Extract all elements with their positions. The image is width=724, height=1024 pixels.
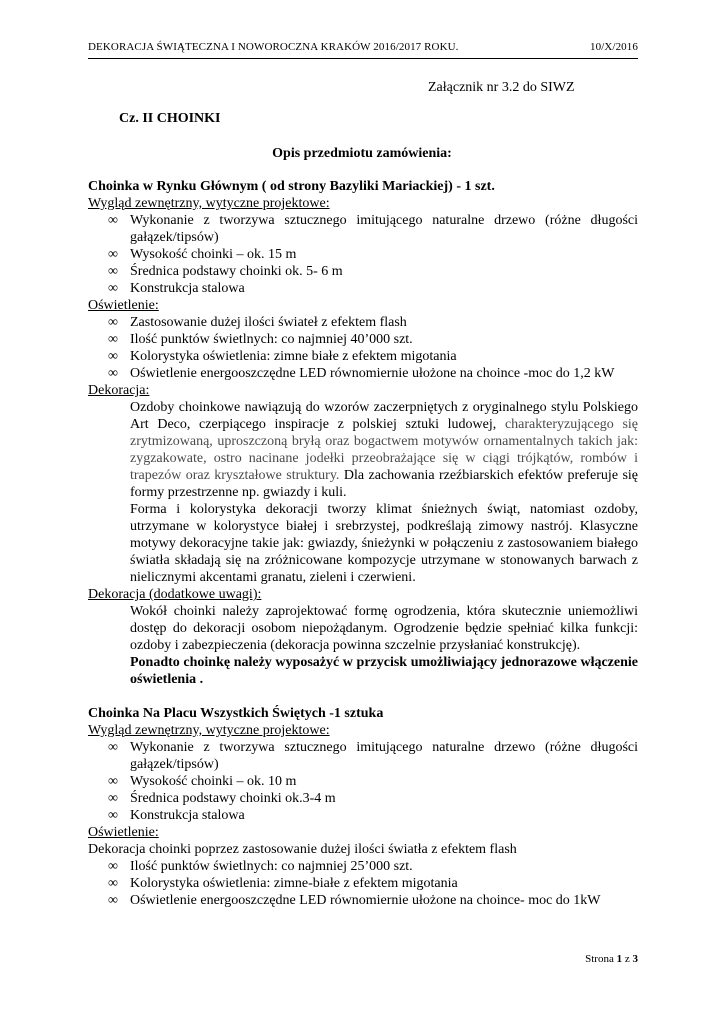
list-item: ∞ Konstrukcja stalowa [108,808,245,823]
list-item: ∞ Oświetlenie energooszczędne LED równomiernie ułożone na choince- moc do 1kW [108,893,601,908]
list-item: ∞ Kolorystyka oświetlenia: zimne-białe z efektem migotania [108,876,458,891]
footer-separator: z [624,953,630,965]
footer-page-number: 1 [616,953,623,965]
tree2-appearance-list [88,739,638,824]
infinity-bullet-icon: ∞ [108,315,118,330]
list-item: ∞ Konstrukcja stalowa [108,281,245,296]
infinity-bullet-icon: ∞ [108,281,118,296]
footer-label: Strona [585,953,614,965]
header-title: DEKORACJA ŚWIĄTECZNA I NOWOROCZNA KRAKÓW 2016/2017 ROKU. [88,41,459,53]
tree1-decoration-paragraph-2: Forma i kolorystyka dekoracji tworzy klimat śnieżnych świąt, natomiast ozdoby, utrzymane w kolorystyce białej i srebrzystej, podkreślają zimowy nastrój. Klasyczne motywy dekoracyjne takie jak: gwiazdy, śnieżynki w połączeniu z zastosowaniem białego światła składają się na zróżnicowane kompozycje utrzymane w stonowanych barwach z nielicznymi akcentami granatu, zieleni i czerwieni. [130,502,638,585]
list-item: ∞ Wysokość choinki – ok. 15 m [108,247,297,262]
part-title: Cz. II CHOINKI [119,111,221,126]
list-item: ∞ Wysokość choinki – ok. 10 m [108,774,297,789]
infinity-bullet-icon: ∞ [108,774,118,789]
infinity-bullet-icon: ∞ [108,247,118,262]
list-item: ∞ Ilość punktów świetlnych: co najmniej 40’000 szt. [108,332,413,347]
infinity-bullet-icon: ∞ [108,213,118,228]
tree1-extra-paragraph-1: Wokół choinki należy zaprojektować formę ogrodzenia, która skutecznie uniemożliwi dostęp do dekoracji osobom niepożądanym. Ogrodzenie będzie spełniać kilka funkcji: ozdoby i zabezpieczenia (dekoracja powinna szczelnie przysłaniać konstrukcję). [130,604,638,653]
tree1-lighting-heading: Oświetlenie: [88,298,159,313]
list-item: ∞ Ilość punktów świetlnych: co najmniej 25’000 szt. [108,859,413,874]
tree1-title: Choinka w Rynku Głównym ( od strony Bazyliki Mariackiej) - 1 szt. [88,179,495,194]
tree1-decoration-heading: Dekoracja: [88,383,150,398]
footer-total-pages: 3 [632,953,638,965]
tree1-appearance-heading: Wygląd zewnętrzny, wytyczne projektowe: [88,196,330,211]
infinity-bullet-icon: ∞ [108,876,118,891]
page-header [88,41,638,59]
document-body [88,178,638,909]
list-item: ∞ Oświetlenie energooszczędne LED równomiernie ułożone na choince -moc do 1,2 kW [108,366,615,381]
infinity-bullet-icon: ∞ [108,859,118,874]
list-item: ∞ Wykonanie z tworzywa sztucznego imitującego naturalne drzewo (różne długości gałązek/tipsów) [108,213,638,245]
header-date: 10/X/2016 [590,41,638,53]
infinity-bullet-icon: ∞ [108,740,118,755]
tree2-lighting-intro: Dekoracja choinki poprzez zastosowanie dużej ilości światła z efektem flash [88,842,517,857]
tree2-title: Choinka Na Placu Wszystkich Świętych -1 sztuka [88,706,384,721]
list-item: ∞ Zastosowanie dużej ilości świateł z efektem flash [108,315,407,330]
infinity-bullet-icon: ∞ [108,349,118,364]
tree2-lighting-list [88,858,638,909]
list-item: ∞ Kolorystyka oświetlenia: zimne białe z efektem migotania [108,349,457,364]
infinity-bullet-icon: ∞ [108,893,118,908]
list-item: ∞ Średnica podstawy choinki ok.3-4 m [108,791,336,806]
tree1-decoration-paragraph-1: Ozdoby choinkowe nawiązują do wzorów zaczerpniętych z oryginalnego stylu Polskiego Art Deco, czerpiącego inspiracje z polskiej sztuki ludowej, charakteryzującego się zrytmizowaną, uproszczoną bryłą oraz bogactwem motywów ornamentalnych takich jak: zygzakowate, ostro nacinane jodełki przeobrażające się w ciągi trójkątów, rombów i trapezów oraz kryształowe struktury. Dla zachowania rzeźbiarskich efektów preferuje się formy przestrzenne np. gwiazdy i kuli. [130,400,639,500]
tree2-appearance-heading: Wygląd zewnętrzny, wytyczne projektowe: [88,723,330,738]
tree1-lighting-list [88,314,638,382]
infinity-bullet-icon: ∞ [108,366,118,381]
annex-label: Załącznik nr 3.2 do SIWZ [428,80,575,95]
infinity-bullet-icon: ∞ [108,264,118,279]
page-footer [585,953,638,965]
subject-heading: Opis przedmiotu zamówienia: [272,146,452,161]
tree2-lighting-heading: Oświetlenie: [88,825,159,840]
infinity-bullet-icon: ∞ [108,791,118,806]
tree1-appearance-list [88,212,638,297]
infinity-bullet-icon: ∞ [108,808,118,823]
list-item: ∞ Wykonanie z tworzywa sztucznego imitującego naturalne drzewo (różne długości gałązek/tipsów) [108,740,638,772]
tree1-extra-paragraph-2: Ponadto choinkę należy wyposażyć w przycisk umożliwiający jednorazowe włączenie oświetlenia . [130,655,638,687]
tree1-extra-heading: Dekoracja (dodatkowe uwagi): [88,587,262,602]
infinity-bullet-icon: ∞ [108,332,118,347]
list-item: ∞ Średnica podstawy choinki ok. 5- 6 m [108,264,343,279]
